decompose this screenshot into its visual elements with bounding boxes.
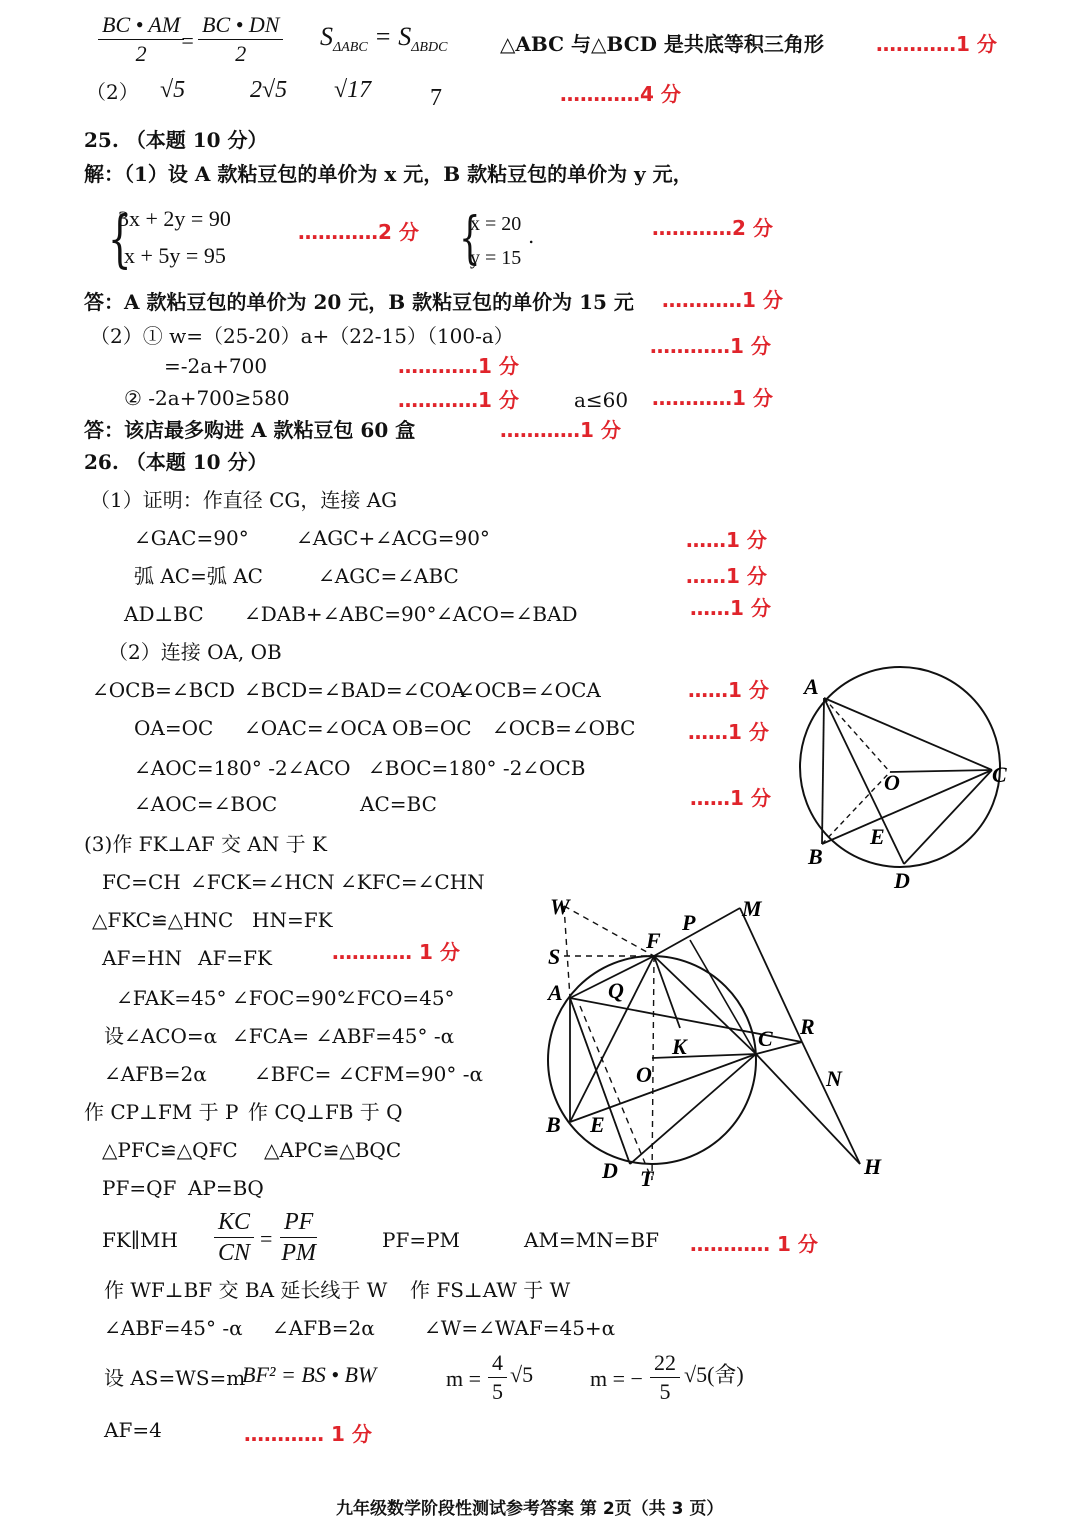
q26-step: PF=PM bbox=[382, 1228, 461, 1252]
q26-step: ∠FCA= ∠ABF=45° -α bbox=[232, 1024, 455, 1048]
q26-step: ∠W=∠WAF=45+α bbox=[424, 1316, 616, 1340]
q26-step: ∠OCB=∠OCA bbox=[458, 678, 601, 702]
answer-2root5: 2√5 bbox=[250, 77, 288, 103]
q26-step: AM=MN=BF bbox=[524, 1228, 659, 1252]
score-mark: ……1 分 bbox=[688, 720, 769, 744]
q26-step: 作 FS⊥AW 于 W bbox=[410, 1278, 571, 1302]
fraction-denominator: PM bbox=[281, 1240, 316, 1266]
label-R: R bbox=[800, 1014, 815, 1039]
fraction-pf-pm bbox=[280, 1210, 317, 1265]
q26-step: AC=BC bbox=[360, 792, 437, 816]
score-mark: ……1 分 bbox=[686, 564, 767, 588]
figure-construction bbox=[540, 890, 900, 1190]
fraction-denominator: 2 bbox=[235, 41, 247, 66]
q26-step: AF=FK bbox=[198, 946, 272, 970]
system-brace: { bbox=[107, 202, 132, 275]
q26-step: AP=BQ bbox=[188, 1176, 264, 1200]
q26-step: ∠FCK=∠HCN bbox=[190, 870, 335, 894]
label-A: A bbox=[804, 674, 819, 699]
answer-7: 7 bbox=[430, 85, 442, 111]
q26-final: AF=4 bbox=[104, 1418, 162, 1442]
q26-step: ∠ACO=∠BAD bbox=[436, 602, 578, 626]
q26-part3-intro: (3)作 FK⊥AF 交 AN 于 K bbox=[84, 832, 327, 856]
equals-sign: = bbox=[260, 1226, 273, 1251]
score-mark: …………1 分 bbox=[398, 354, 519, 378]
segments bbox=[822, 698, 992, 864]
fraction-bc-dn bbox=[198, 14, 283, 65]
label-T: T bbox=[640, 1166, 654, 1190]
q25-solution-intro: 解：（1）设 A 款粘豆包的单价为 x 元，B 款粘豆包的单价为 y 元， bbox=[84, 162, 693, 186]
solid-lines bbox=[570, 908, 860, 1164]
q26-step: 弧 AC=弧 AC bbox=[134, 564, 263, 588]
area-eq: = S bbox=[367, 22, 412, 51]
label-N: N bbox=[826, 1066, 842, 1091]
solution-brace: { bbox=[459, 206, 481, 271]
label-C: C bbox=[758, 1026, 773, 1051]
score-mark: ………… 1 分 bbox=[690, 1232, 818, 1256]
label-A: A bbox=[548, 980, 563, 1005]
q26-step: ∠AOC=∠BOC bbox=[134, 792, 278, 816]
q26-step-power: BF² = BS • BW bbox=[242, 1362, 377, 1387]
score-mark: ……1 分 bbox=[688, 678, 769, 702]
label-D: D bbox=[602, 1158, 618, 1183]
q26-step: ∠GAC=90° bbox=[134, 526, 249, 550]
answer-root5: √5 bbox=[160, 77, 186, 103]
q25-inequality-result: a≤60 bbox=[574, 388, 629, 412]
q26-step: ∠DAB+∠ABC=90° bbox=[244, 602, 437, 626]
q26-step: ∠AFB=2α bbox=[104, 1062, 207, 1086]
q26-step: FK∥MH bbox=[102, 1228, 178, 1252]
q26-step: △FKC≌△HNC bbox=[92, 908, 234, 932]
q26-step: ∠FAK=45° bbox=[116, 986, 227, 1010]
fraction-denominator: 5 bbox=[659, 1379, 671, 1404]
score-mark: ………… 1 分 bbox=[244, 1422, 372, 1446]
q26-step: ∠AFB=2α bbox=[272, 1316, 375, 1340]
m-value-label: m = bbox=[446, 1366, 482, 1391]
fraction-denominator: 2 bbox=[135, 41, 147, 66]
q26-step: ∠AGC=∠ABC bbox=[318, 564, 459, 588]
solution-dot: . bbox=[528, 224, 535, 248]
area-sub-abc: ΔABC bbox=[333, 40, 368, 56]
q26-step: ∠AGC+∠ACG=90° bbox=[296, 526, 490, 550]
fraction-denominator: 5 bbox=[492, 1379, 503, 1404]
equal-area-statement: △ABC 与△BCD 是共底等积三角形 bbox=[500, 32, 824, 56]
score-mark: …………1 分 bbox=[650, 334, 771, 358]
page-footer: 九年级数学阶段性测试参考答案 第 2页（共 3 页） bbox=[336, 1499, 724, 1519]
label-F: F bbox=[646, 928, 661, 953]
score-mark: …………1 分 bbox=[876, 32, 997, 56]
answer-root17: √17 bbox=[334, 77, 372, 103]
label-E: E bbox=[870, 824, 885, 849]
q26-step: ∠OCB=∠OBC bbox=[492, 716, 636, 740]
circle bbox=[800, 667, 1000, 867]
tangent-line bbox=[690, 940, 756, 1054]
score-mark: ……1 分 bbox=[690, 786, 771, 810]
fraction-numerator: KC bbox=[214, 1210, 254, 1238]
score-mark: …………2 分 bbox=[298, 220, 419, 244]
label-M: M bbox=[742, 896, 762, 921]
score-mark: ………… 1 分 bbox=[332, 940, 460, 964]
q25-answer-1: 答：A 款粘豆包的单价为 20 元，B 款粘豆包的单价为 15 元 bbox=[84, 290, 634, 314]
q26-step: ∠BFC= ∠CFM=90° -α bbox=[254, 1062, 483, 1086]
fraction-bc-am bbox=[98, 14, 184, 65]
equals-sign: = bbox=[180, 28, 195, 53]
area-sub-bdc: ΔBDC bbox=[411, 40, 448, 56]
q26-part2-intro: （2）连接 OA, OB bbox=[108, 640, 282, 664]
score-mark: …………4 分 bbox=[560, 82, 681, 106]
q26-step: AD⊥BC bbox=[124, 602, 204, 626]
score-mark: …………1 分 bbox=[662, 288, 783, 312]
fraction-22-5 bbox=[650, 1352, 680, 1403]
label-O: O bbox=[884, 770, 900, 795]
q26-step: ∠FCO=45° bbox=[340, 986, 455, 1010]
part-label: （2） bbox=[86, 80, 139, 104]
fraction-numerator: BC • AM bbox=[98, 14, 184, 40]
label-D: D bbox=[894, 868, 910, 892]
q25-part2-expression: （2）① w=（25-20）a+（22-15）（100-a） bbox=[90, 324, 514, 348]
score-mark: …………1 分 bbox=[398, 388, 519, 412]
label-W: W bbox=[550, 894, 570, 919]
label-E: E bbox=[590, 1112, 605, 1137]
fraction-kc-cn bbox=[214, 1210, 254, 1265]
fraction-4-5 bbox=[488, 1352, 507, 1403]
area-symbol: S bbox=[320, 22, 333, 51]
fraction-denominator: CN bbox=[218, 1240, 251, 1266]
label-C: C bbox=[992, 762, 1007, 787]
q25-inequality: ② -2a+700≥580 bbox=[124, 386, 290, 410]
solution-x: x = 20 bbox=[470, 213, 522, 235]
question-26-title: 26. （本题 10 分） bbox=[84, 450, 268, 474]
fraction-numerator: 22 bbox=[650, 1352, 680, 1378]
q26-step: △APC≌△BQC bbox=[264, 1138, 402, 1162]
q26-step: ∠FOC=90° bbox=[232, 986, 347, 1010]
q26-step: 设∠ACO=α bbox=[104, 1024, 218, 1048]
q26-step: 作 CQ⊥FB 于 Q bbox=[248, 1100, 403, 1124]
q26-step: 作 CP⊥FM 于 P bbox=[84, 1100, 239, 1124]
q26-step: ∠OAC=∠OCA bbox=[244, 716, 387, 740]
q26-step: FC=CH bbox=[102, 870, 181, 894]
equation-1: 3x + 2y = 90 bbox=[118, 206, 231, 231]
dashed-segments bbox=[822, 698, 890, 844]
q26-step: ∠OCB=∠BCD bbox=[92, 678, 236, 702]
fraction-numerator: PF bbox=[280, 1210, 317, 1238]
fraction-numerator: 4 bbox=[488, 1352, 507, 1378]
q26-step: 设 AS=WS=m bbox=[104, 1366, 246, 1390]
label-O: O bbox=[636, 1062, 652, 1087]
q26-step: △PFC≌△QFC bbox=[102, 1138, 238, 1162]
label-P: P bbox=[682, 910, 696, 935]
question-25-title: 25. （本题 10 分） bbox=[84, 128, 268, 152]
q26-part1-intro: （1）证明：作直径 CG，连接 AG bbox=[90, 488, 398, 512]
score-mark: …………1 分 bbox=[500, 418, 621, 442]
q26-step: OA=OC bbox=[134, 716, 214, 740]
q26-step: HN=FK bbox=[252, 908, 333, 932]
label-K: K bbox=[672, 1034, 687, 1059]
q26-step: ∠BOC=180° -2∠OCB bbox=[368, 756, 586, 780]
q26-step: ∠ABF=45° -α bbox=[104, 1316, 243, 1340]
figure-circle-abcd bbox=[780, 662, 1020, 892]
q25-answer-2: 答：该店最多购进 A 款粘豆包 60 盒 bbox=[84, 418, 416, 442]
score-mark: …………1 分 bbox=[652, 386, 773, 410]
q26-step: ∠AOC=180° -2∠ACO bbox=[134, 756, 351, 780]
q25-part2-simplified: =-2a+700 bbox=[164, 354, 268, 378]
area-equation bbox=[320, 24, 447, 55]
q26-step: AF=HN bbox=[102, 946, 183, 970]
solution-y: y = 15 bbox=[470, 247, 522, 269]
q26-step: PF=QF bbox=[102, 1176, 177, 1200]
m-negative-label: m = − bbox=[590, 1366, 643, 1391]
m-value-root: √5 bbox=[510, 1362, 534, 1387]
q26-step: ∠BCD=∠BAD=∠COA bbox=[244, 678, 466, 702]
label-B: B bbox=[808, 844, 823, 869]
label-Q: Q bbox=[608, 978, 624, 1003]
label-S: S bbox=[548, 944, 561, 969]
q26-step: OB=OC bbox=[392, 716, 472, 740]
label-H: H bbox=[864, 1154, 882, 1179]
q26-step: ∠KFC=∠CHN bbox=[340, 870, 485, 894]
score-mark: …………2 分 bbox=[652, 216, 773, 240]
m-negative-root: √5(舍) bbox=[684, 1362, 744, 1387]
fraction-numerator: BC • DN bbox=[198, 14, 283, 40]
score-mark: ……1 分 bbox=[686, 528, 767, 552]
q26-step: 作 WF⊥BF 交 BA 延长线于 W bbox=[104, 1278, 388, 1302]
score-mark: ……1 分 bbox=[690, 596, 771, 620]
label-B: B bbox=[546, 1112, 561, 1137]
equation-2: x + 5y = 95 bbox=[124, 243, 226, 268]
